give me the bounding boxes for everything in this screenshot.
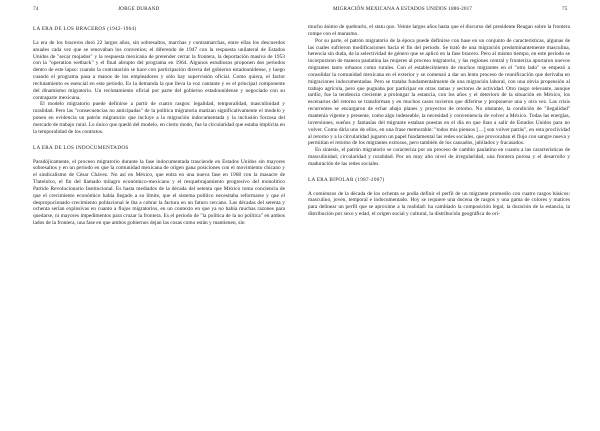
section-title-bipolar: LA ERA BIPOLAR (1987-2007) [308, 176, 385, 183]
paragraph: Paradójicamente, el proceso migratorio durante la fase indocumentada trasciende en Estados Unidos sin mayores sobresaltos y en un periodo en que la comunidad mexicana de origen gana posiciones con el movimiento chicano y el sindicalismo de César Chávez. No así en México, que entra en una nueva fase en 1968 con la masacre de Tlatelolco, el fin del llamado milagro económico-mexicano y el resquebrajamiento progresivo del monolítico Partido Revolucionario Institucional. Es hasta mediados de la década del setenta que México toma conciencia de que el crecimiento económico había llegado a su límite, que el sistema político necesitaba reformarse y que el despropocionado crecimiento poblacional le iba a cobrar la factura en un futuro cercano. Las décadas del setenta y ochenta serían explosivas en cuanto a flujos migratorios, en un contexto en que ya no había muchas razones para quedarse, ni mayores impedimentos para cruzar la frontera. Es el periodo de "la política de la no política" en ambos lados de la frontera, una fase en que ambos gobiernos dejan las cosas como están y mantienen, sin [33, 158, 285, 227]
section-title-indocumentados: LA ERA DE LOS INDOCUMENTADOS [33, 144, 129, 151]
paragraph: A comienzos de la década de los ochenta se podía definir el perfil de un migrante promedio con cuatro rasgos básicos: masculino, joven, temporal e indocumentado. Hoy se requiere una docena de rasgos y una gama de colores y matices para delinear un perfil que se aproxime a la realidad: ha cambiado la composición legal, la duración de la estancia, la distribución por sexo y edad, el origen social y cultural, la distribución geográfica de ori- [308, 190, 570, 218]
left-running-head: JORGE DURAND [118, 6, 160, 12]
left-page-number: 74 [33, 6, 39, 12]
right-running-head: MIGRACIÓN MEXICANA A ESTADOS UNIDOS 1886-2017 [333, 6, 473, 12]
right-page [300, 0, 600, 431]
paragraph: Por su parte, el patrón migratorio de la época puede definirse con base en un conjunto de características, algunas de las cuales sufrieron modificaciones hacia el fin del periodo. Se trató de una migración predominantemente masculina, herencia sin duda, de la selectividad de género que se aplicó en la fase bracero. Pero al mismo tiempo, en este periodo se incorporaron de manera paulatina las mujeres al proceso migratorio, y las regiones central y fronteriza aportaron nuevos migrantes tanto urbanos como rurales. Con el establecimiento de muchos migrantes en el "otro lado" se empezó a consolidar la comunidad mexicana en el exterior y se comenzó a dar un lento proceso de reunificación que derivaba en migraciones indocumentadas. Pero se trataba fundamentalmente de una migración laboral, con una obvia propensión al trabajo agrícola, pero que pugnaba por participar en otras ramas y sectores de actividad. Otro rasgo relevante, aunque tardío, fue la tendencia creciente a prolongar la estancia, con los años y el deterioro de la situación en México, los escenarios del retorno se transforman y en muchos casos tuvieron que diferirse y proponerse una y otra vez. Las crisis recurrentes se encargaron de echar abajo planes y proyectos de retorno. No obstante, la condición de "ilegalidad" mantenía vigente y presente, como algo indeseable, la necesidad y conveniencia de volver a México. Todas las energías, inversiones, sueños y fantasías del migrante estaban puestas en el día en que iban a salir de Estados Unidos para no volver. Como diría uno de ellos, en una frase memorable: "todos mis piensos […] son volver patrás", en esta proclividad al retorno y a la circularidad jugaron un papel fundamental las redes sociales, que provocaban el flujo con sangre nueva y permitían el retorno de los migrantes exitosos, pero también de los cansados, jubilados y fracasados. [308, 37, 570, 147]
paragraph: La era de los braceros duró 22 largos años, sin sobresaltos, marchas y contramarchas, entre ellas los descuerdos anuales cada vez que se renovaban los convenios; el diferendo de 1947 con la respuesta unilateral de Estados Unidos de "secar mojados" y la respuesta mexicana de pretender cerrar la frontera, la deportación masiva de 1953 con la "operation wetback" y el final abrupto del programa en 1964. Algunos estudiosos proponen dos periodos dentro de este lapso: cuando la contratación se hace con participación directa del gobierno estadounidense, y luego cuando el programa pasa a manos de los empleadores y sólo hay supervisión oficial. Como quiera, el factor reclutamiento es esencial en este periodo. Es la demanda la que lleva la voz cantante y es el principal componente del dinamismo migratorio. Un reclutamiento oficial por parte del gobierno estadounidense y negociado con su contraparte mexicana. [33, 39, 285, 101]
right-column [308, 24, 570, 218]
paragraph: El modelo migratorio puede definirse a partir de cuatro rasgos: legalidad, temporalidad, masculinidad y ruralidad. Pero las "consecuencias no anticipadas" de la política migratoria matizan significativamente el modelo y ponen en evidencia un patrón migratorio que incluye a la migración indocumentada y la inclusión forzosa del mercado de trabajo rural. Lo único que quedó del modelo, en cierto modo, fue la circularidad que estaba implícita en la temporalidad de los contratos. [33, 101, 285, 135]
right-page-number: 75 [562, 6, 568, 12]
left-column [33, 26, 285, 227]
paragraph: mucho ánimo de quebrarlo, el statu quo. Veinte largos años hasta que el discurso del presidente Reagan sobre la frontera rompe con el marasmo. [308, 24, 570, 37]
paragraph: En síntesis, el patrón migratorio se caracteriza por un proceso de cambio paulatino en cuanto a las características de masculinidad, circularidad y ruralidad. Por un muy alto nivel de irregularidad, una frontera porosa y el desarrollo y maduración de las redes sociales. [308, 147, 570, 167]
section-title-braceros: LA ERA DE LOS BRACEROS (1942-1964) [33, 26, 137, 32]
